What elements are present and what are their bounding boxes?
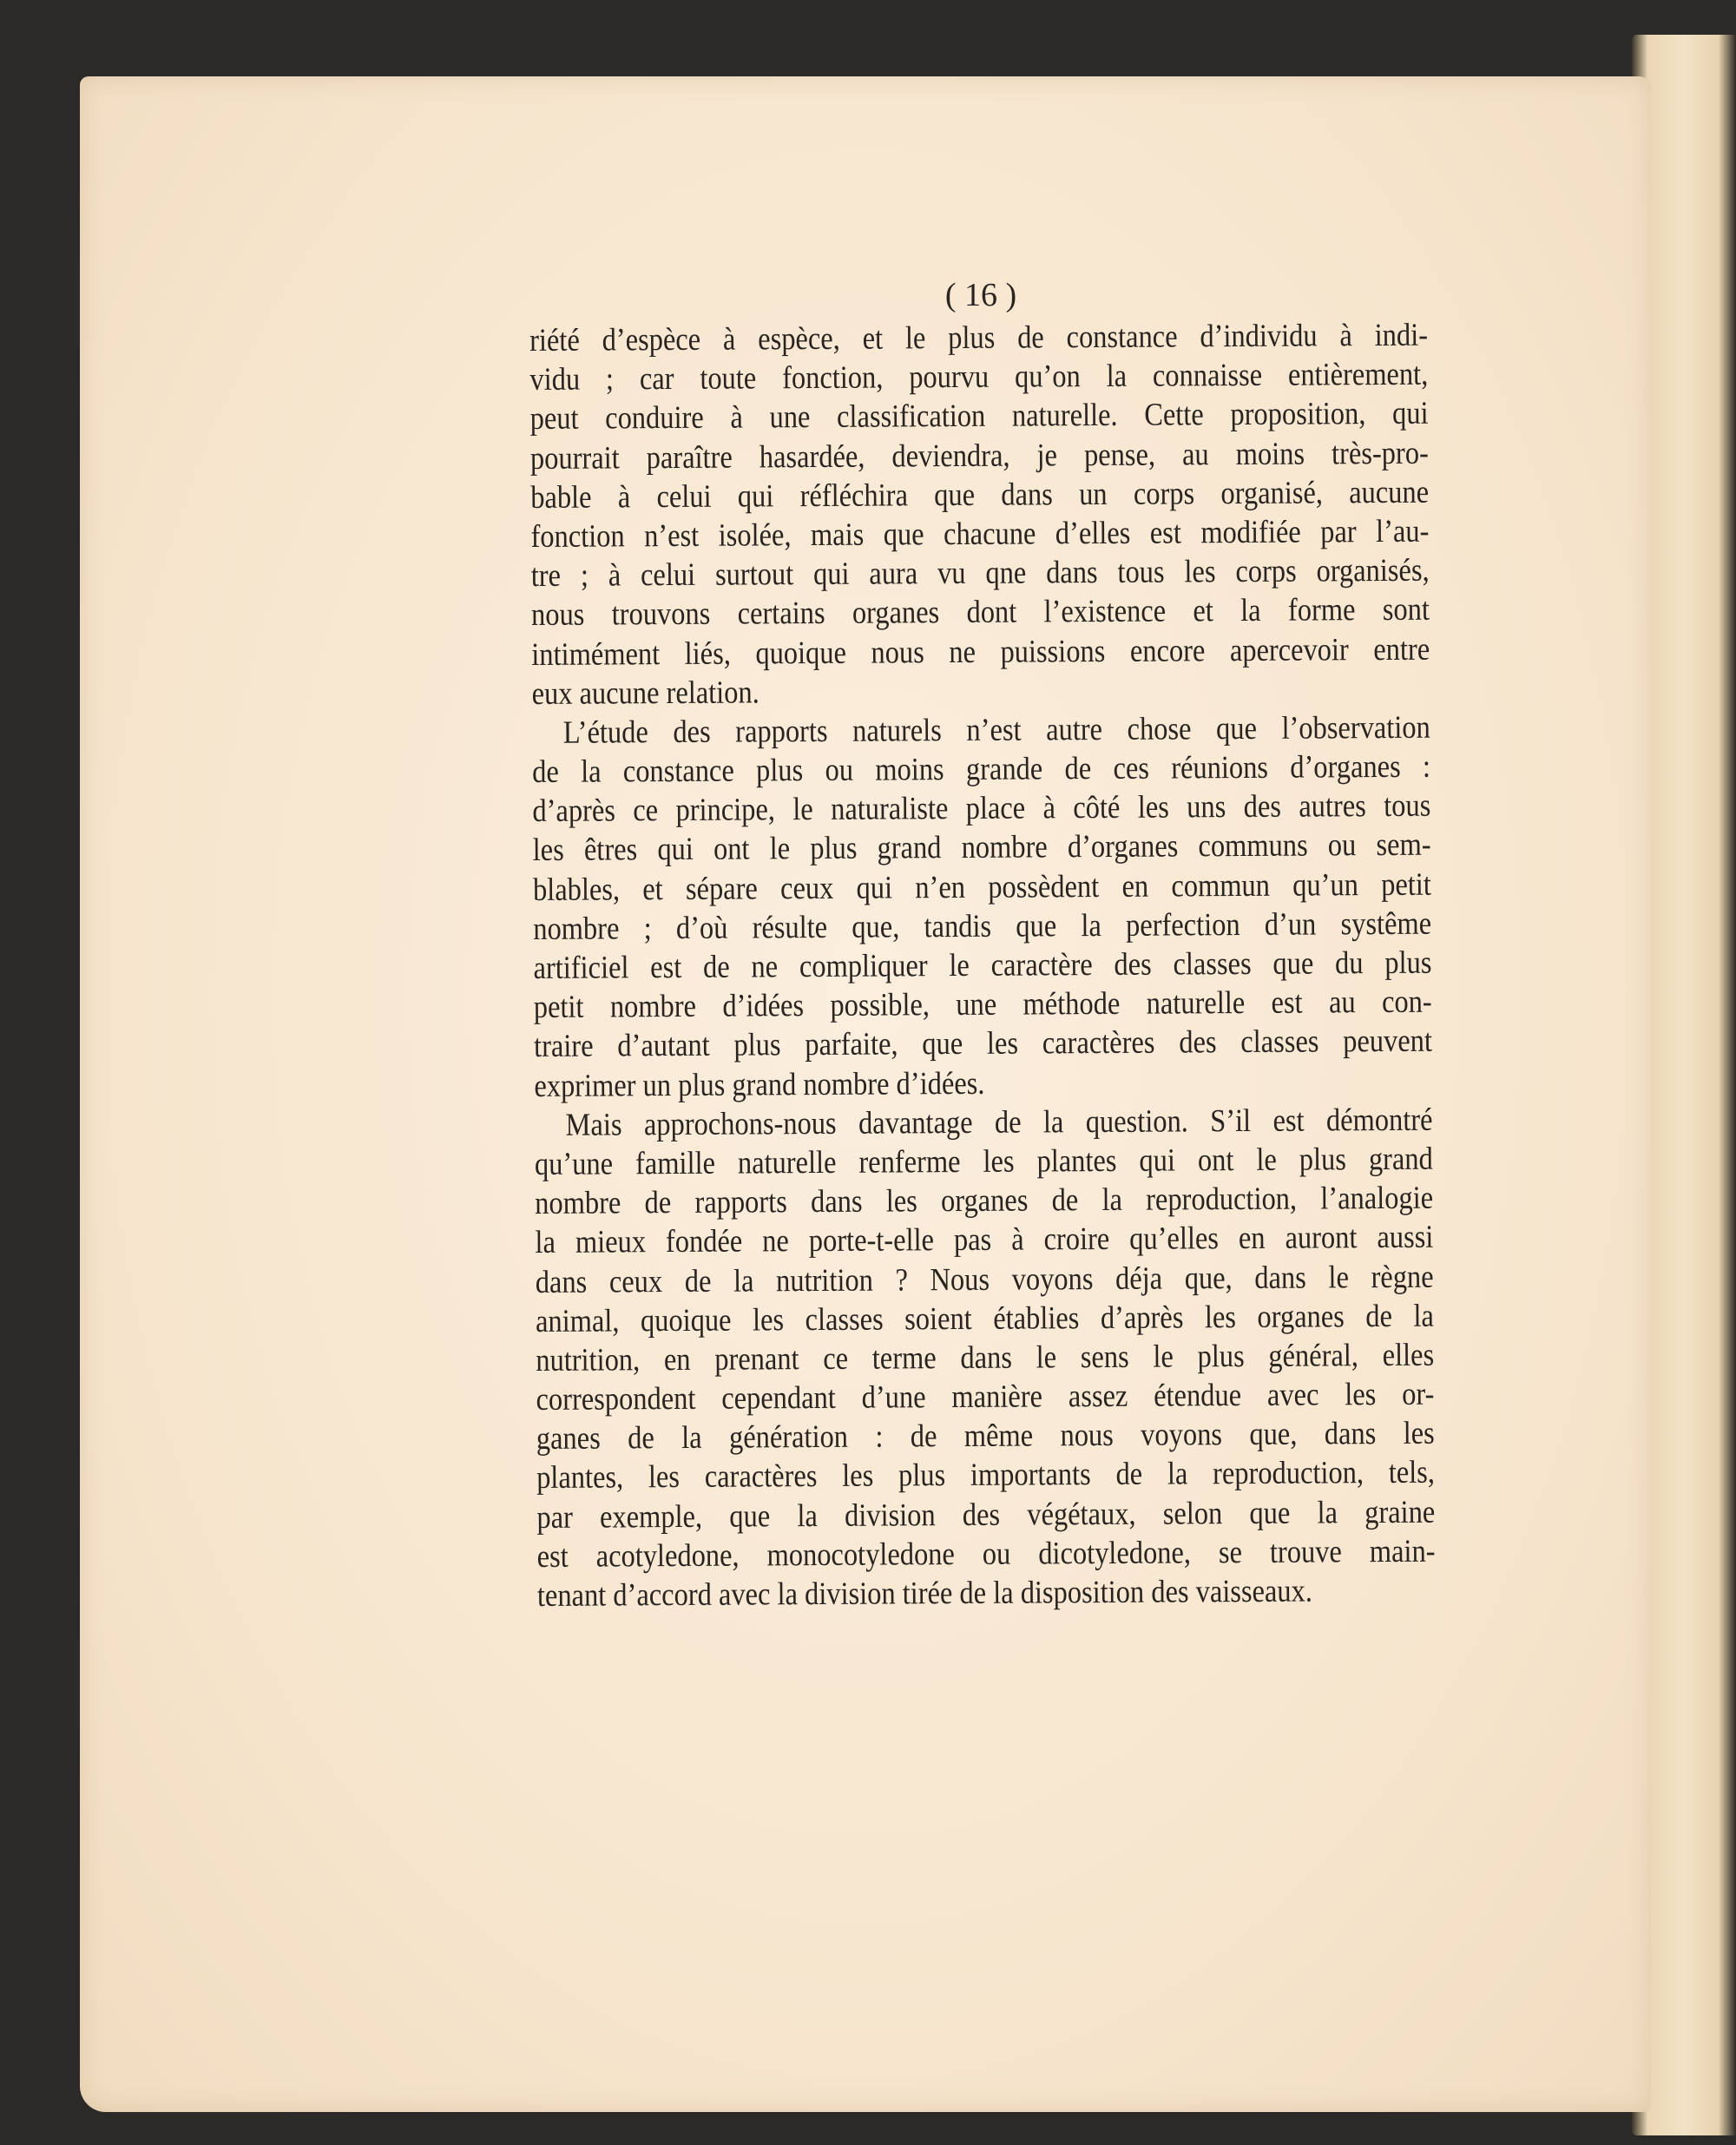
text-line: L’étude des rapports naturels n’est autre chose que l’observation xyxy=(562,709,1430,751)
text-line: riété d’espèce à espèce, et le plus de constance d’individu à indi- xyxy=(529,317,1429,359)
body-text xyxy=(529,315,1562,1615)
text-line: Mais approchons-nous davantage de la question. S’il est démontré xyxy=(565,1102,1433,1143)
text-line: intimément liés, quoique nous ne puissions encore apercevoir entre xyxy=(531,631,1430,673)
text-line: pourrait paraître hasardée, deviendra, je pense, au moins très-pro- xyxy=(529,435,1429,477)
text-line: la mieux fondée ne porte-t-elle pas à croire qu’elles en auront aussi xyxy=(535,1219,1434,1261)
text-line: par exemple, que la division des végétaux, selon que la graine xyxy=(536,1494,1436,1536)
text-line: nous trouvons certains organes dont l’existence et la forme sont xyxy=(530,591,1430,634)
text-line: traire d’autant plus parfaite, que les caractères des classes peuvent xyxy=(533,1023,1433,1065)
text-line: dans ceux de la nutrition ? Nous voyons déja que, dans le règne xyxy=(535,1259,1434,1300)
text-line: plantes, les caractères les plus importants de la reproduction, tels, xyxy=(536,1455,1436,1497)
text-line: d’après ce principe, le naturaliste place à côté les uns des autres tous xyxy=(532,787,1431,830)
text-line: de la constance plus ou moins grande de ces réunions d’organes : xyxy=(532,748,1431,791)
text-line: blables, et sépare ceux qui n’en possèdent en commun qu’un petit xyxy=(532,866,1431,908)
text-line: peut conduire à une classification naturelle. Cette proposition, qui xyxy=(529,396,1429,438)
text-line: exprimer un plus grand nombre d’idées. xyxy=(534,1065,985,1104)
text-line: tenant d’accord avec la division tirée de la disposition des vaisseaux. xyxy=(536,1573,1313,1614)
text-line: tre ; à celui surtout qui aura vu qne dans tous les corps organisés, xyxy=(530,552,1430,595)
text-line: artificiel est de ne compliquer le caractère des classes que du plus xyxy=(533,944,1432,986)
text-line: les êtres qui ont le plus grand nombre d’organes communs ou sem- xyxy=(532,827,1431,869)
text-line: ganes de la génération : de même nous voyons que, dans les xyxy=(536,1415,1435,1457)
text-line: nombre de rapports dans les organes de la reproduction, l’analogie xyxy=(535,1180,1434,1222)
text-line: eux aucune relation. xyxy=(531,674,760,712)
text-line: nombre ; d’où résulte que, tandis que la perfection d’un systême xyxy=(533,905,1432,947)
text-line: animal, quoique les classes soient établies d’après les organes de la xyxy=(535,1298,1435,1339)
text-line: vidu ; car toute fonction, pourvu qu’on la connaisse entièrement, xyxy=(529,356,1429,398)
text-line: fonction n’est isolée, mais que chacune d’elles est modifiée par l’au- xyxy=(530,513,1430,555)
page-number: ( 16 ) xyxy=(944,277,1017,313)
text-line: est acotyledone, monocotyledone ou dicotyledone, se trouve main- xyxy=(536,1533,1436,1575)
text-line: nutrition, en prenant ce terme dans le sens le plus général, elles xyxy=(536,1337,1435,1378)
text-line: petit nombre d’idées possible, une méthode naturelle est au con- xyxy=(533,984,1432,1026)
text-line: qu’une famille naturelle renferme les plantes qui ont le plus grand xyxy=(534,1141,1433,1182)
text-line: correspondent cependant d’une manière assez étendue avec les or- xyxy=(536,1376,1435,1418)
text-line: bable à celui qui réfléchira que dans un corps organisé, aucune xyxy=(530,474,1430,516)
